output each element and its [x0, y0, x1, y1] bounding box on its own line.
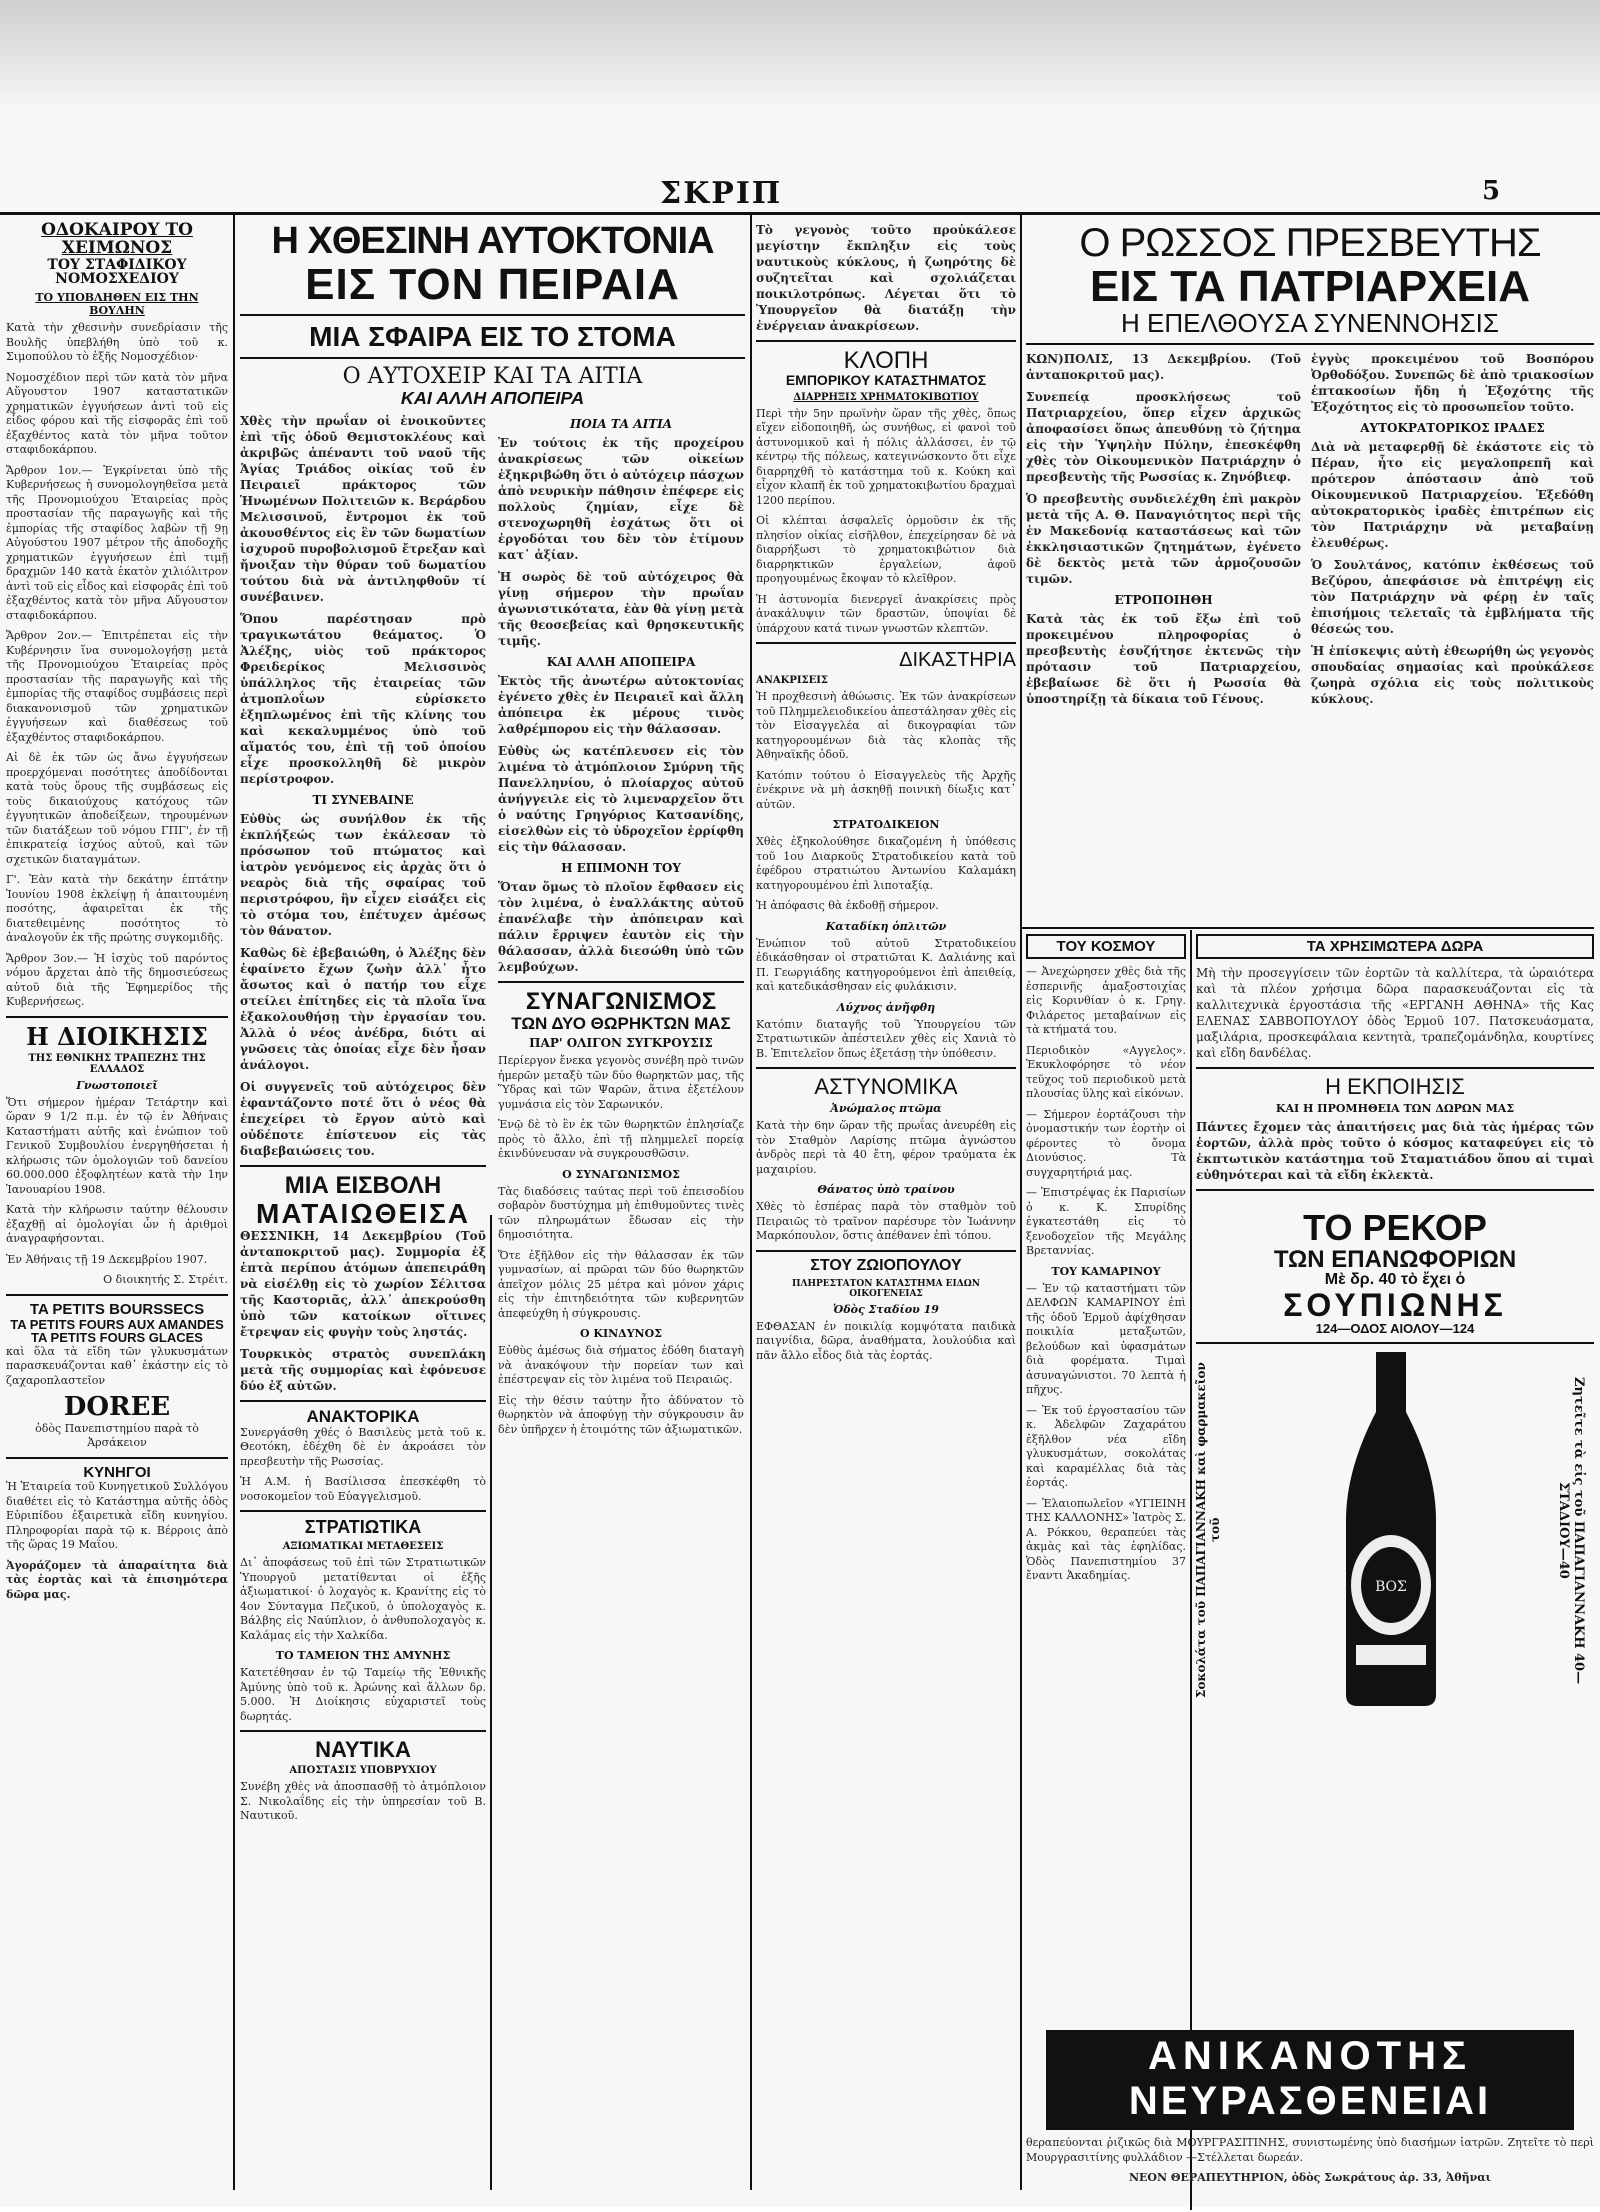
article-paragraph: Ὅτι σήμερον ἡμέραν Τετάρτην καὶ ὥραν 9 1/2 π.μ. ἐν τῷ ἐν Ἀθήναις Καταστήματι αὐτῆς καὶ ἐνώπιον τοῦ Γενικοῦ Συμβουλίου ἐνεργηθήσεται ἡ κλήρωσις τῶν ὁμολογιῶν τοῦ δανείου 60.000.000 ἐξοφλητέων κατὰ τὴν 1ην Ἰανουαρίου 1908.	[6, 1095, 228, 1196]
divider	[240, 1510, 486, 1512]
headline: Η ΔΙΟΙΚΗΣΙΣ	[26, 1021, 208, 1051]
column-4	[756, 222, 1016, 2212]
divider	[1196, 1342, 1594, 1344]
headline: ΚΛΟΠΗ	[843, 347, 929, 374]
bottom-advert	[1026, 2022, 1594, 2197]
divider	[240, 1730, 486, 1732]
ad-body: Μὴ τὴν προσεγγίσειν τῶν ἑορτῶν τὰ καλλίτερα, τὰ ὡραιότερα καὶ τὰ πλέον χρήσιμα δῶρα παρασκευάζονται εἰς τὰ καλλιτεχνικὰ ἐργοστάσια τῆς «ΕΡΓΑΝΗ ΑΘΗΝΑ» τῆς Κας ΕΛΕΝΑΣ ΣΑΒΒΟΠΟΥΛΟΥ ὁδὸς Ἑρμοῦ 107. Πατσκευάσματα, μαξιλάρια, προσκεφάλαια κεντητὰ, τραπεζομάνδηλα, κουρτίνες καὶ εἴδη δανδέλας.	[1196, 966, 1594, 1060]
article-paragraph: Εὐθὺς ἀμέσως διὰ σήματος ἐδόθη διαταγὴ νὰ ἀνακόψουν τὴν πορείαν των καὶ ἐπέστρεψαν εἰς τὸν λιμένα τοῦ Πειραιῶς.	[498, 1344, 744, 1387]
column-rule	[1190, 930, 1192, 2210]
section-heading: Καταδίκη ὁπλιτῶν	[825, 919, 947, 933]
page-number: 5	[1482, 176, 1501, 206]
main-headline: ΕΙΣ ΤΟΝ ΠΕΙΡΑΙΑ	[305, 259, 680, 309]
subcolumn-right	[1311, 351, 1594, 713]
headline: ΜΙΑ ΕΙΣΒΟΛΗ	[284, 1172, 442, 1200]
headline: Ο ΑΥΤΟΧΕΙΡ ΚΑΙ ΤΑ ΑΙΤΙΑ	[342, 364, 643, 390]
headline: ΝΑΥΤΙΚΑ	[315, 1737, 411, 1763]
ad-headline: ΤΟ ΡΕΚΟΡ	[1303, 1207, 1487, 1249]
masthead-rule	[0, 212, 1600, 215]
article-paragraph: Δι᾽ ἀποφάσεως τοῦ ἐπὶ τῶν Στρατιωτικῶν Ὑπουργοῦ μετατίθενται οἱ ἑξῆς ἀξιωματικοί· ὁ λοχαγὸς κ. Κρανίτης εἰς τὸ 4ον Σύνταγμα Πεζικοῦ, ὁ ὑπολοχαγὸς κ. Βάλβης εἰς Ναύπλιον, ὁ ἀνθυπολοχαγὸς κ. Καλάμας εἰς τὴν Χαλκίδα.	[240, 1556, 486, 1642]
section-box: ΤΑ ΧΡΗΣΙΜΩΤΕΡΑ ΔΩΡΑ	[1196, 934, 1594, 959]
article-paragraph: Ἄρθρον 2ον.— Ἐπιτρέπεται εἰς τὴν Κυβέρνησιν ἵνα συνομολογήσῃ μετὰ τῆς Προνομιούχου Ἑταιρείας πρὸς προστασίαν τῆς παραγωγῆς καὶ τῆς ἐμπορίας τῆς σταφίδος συμβάσεις περὶ διακανονισμοῦ τῶν χρηματικῶν ἐγγυήσεων καὶ διαθέσεως τοῦ ἐξαχθέντος σταφιδοκάρπου.	[6, 629, 228, 744]
article-paragraph: Εἰς τὴν θέσιν ταύτην ἦτο ἀδύνατον τὸ θωρηκτὸν νὰ ἀποφύγῃ τὴν σύγκρουσιν ἂν δὲν ὑπῆρχεν ἡ ἑτοιμότης τῶν ἀξιωματικῶν.	[498, 1393, 744, 1436]
column-rule	[1020, 215, 1022, 2190]
article-paragraph: Οἱ συγγενεῖς τοῦ αὐτόχειρος δὲν ἐφαντάζοντο ποτέ ὅτι ὁ νέος θὰ ἐπεχείρει τὸ ἔργον αὐτὸ καὶ οὐδέποτε ἐπίστευον εἰς τὰς διαβεβαιώσεις του.	[240, 1080, 486, 1159]
article-paragraph: Κατὰ τὴν 6ην ὥραν τῆς πρωΐας ἀνευρέθη εἰς τὸν Σταθμὸν Λαρίσης πτῶμα ἀγνώστου ἀνδρὸς περὶ τὰ 40 ἔτη, φέρον τραύματα ἐκ μαχαιρίου.	[756, 1119, 1016, 1176]
headline: ΕΜΠΟΡΙΚΟΥ ΚΑΤΑΣΤΗΜΑΤΟΣ	[785, 372, 987, 389]
ad-subtitle: ΠΛΗΡΕΣΤΑΤΟΝ ΚΑΤΑΣΤΗΜΑ ΕΙΔΩΝ ΟΙΚΟΓΕΝΕΙΑΣ	[792, 1278, 980, 1299]
section-heading: ΑΥΤΟΚΡΑΤΟΡΙΚΟΣ ΙΡΑΔΕΣ	[1360, 421, 1545, 436]
divider	[240, 357, 745, 359]
headline: ΤΟΥ ΣΤΑΦΙΔΙΚΟΥ ΝΟΜΟΣΧΕΔΙΟΥ	[47, 256, 187, 288]
article-paragraph: Ἄρθρον 1ον.— Ἐγκρίνεται ὑπὸ τῆς Κυβερνήσεως ἡ συνομολογηθεῖσα μετὰ τῆς Προνομιούχου Ἑταιρείας πρὸς προστασίαν τῆς παραγωγῆς καὶ τῆς ἐμπορίας τῆς σταφίδος λαβὼν τῇ 9ῃ Αὐγούστου 1907 μέτρον τῆς ἀποδοχῆς χρηματικῶν ἐγγυήσεων ἐπὶ τιμῇ δραχμῶν 140 κατὰ ἑκατὸν χιλιόλιτρον ἀντὶ τοῦ εἰς εἶδος καὶ εἰσφορᾶς ἐπὶ τοῦ ἐξαχθέντος κατὰ τὸν μῆνα Αὔγουστον σταφιδοκάρπου.	[6, 463, 228, 622]
main-headline: Η ΧΘΕΣΙΝΗ ΑΥΤΟΚΤΟΝΙΑ	[271, 220, 714, 262]
article-paragraph: Γ'. Ἐὰν κατὰ τὴν δεκάτην ἑπτάτην Ἰουνίου 1908 ἐκλείψῃ ἡ ἀπαιτουμένη ποσότης, ἀφαιρεῖται ἐκ τῆς διατεθειμένης ποσότητος τὸ ἀναλογοῦν ἐκ τῆς πρώτης συγκομιδῆς.	[6, 873, 228, 945]
article-paragraph: Κατὰ τὴν χθεσινὴν συνεδρίασιν τῆς Βουλῆς ὑπεβλήθη ὑπὸ τοῦ κ. Σιμοπούλου τὸ ἑξῆς Νομοσχέδιον·	[6, 321, 228, 364]
divider	[240, 314, 745, 316]
article-paragraph: Χθὲς τὸ ἑσπέρας παρὰ τὸν σταθμὸν τοῦ Πειραιῶς τὸ τραῖνον παρέσυρε τὸν Ἰωάννην Μαρκόπουλον, ὅστις ἀπέθανεν ἐπὶ τόπου.	[756, 1200, 1016, 1243]
headline: ΤΩΝ ΔΥΟ ΘΩΡΗΚΤΩΝ ΜΑΣ	[511, 1013, 731, 1033]
main-headline: Ο ΡΩΣΣΟΣ ΠΡΕΣΒΕΥΤΗΣ	[1079, 221, 1541, 265]
article-paragraph: Ἐνώπιον τοῦ αὐτοῦ Στρατοδικείου ἐδικάσθησαν οἱ στρατιῶται Κ. Δαλιάνης καὶ Π. Γεωργιάδης κατηγορούμενοι ἐπὶ ἀπειθείᾳ, καὶ κατεδικάσθησαν εἰς φυλάκισιν.	[756, 936, 1016, 994]
column-5-top	[1026, 222, 1594, 927]
ad-line: TA PETITS BOURSSECS	[29, 1300, 205, 1318]
article-paragraph: Νομοσχέδιον περὶ τῶν κατὰ τὸν μῆνα Αὔγουστον 1907 καταστατικῶν χρηματικῶν ἐγγυήσεων ἀντὶ τοῦ εἰς εἶδος φόρου καὶ τῆς εἰσφορᾶς ἐπὶ τοῦ ἐξαχθέντος κατὰ τὸν μῆνα τοῦτον σταφιδοκάρπου.	[6, 370, 228, 457]
article-paragraph: Οἱ κλέπται ἀσφαλεῖς ὁρμοῦσιν ἐκ τῆς πλησίον οἰκίας εἰσῆλθον, ἐπεχείρησαν δὲ νὰ διαρρήξωσι τὸ χρηματοκιβώτιον διὰ διαρρηκτικῶν ἐργαλείων, ἀφοῦ προηγουμένως ἔκοψαν τὸ κλεῖθρον.	[756, 514, 1016, 586]
subheadline: ΑΞΙΩΜΑΤΙΚΑΙ ΜΕΤΑΘΕΣΕΙΣ	[282, 1541, 444, 1553]
subheadline: Ἀνώμαλος πτῶμα	[830, 1102, 942, 1116]
scan-margin	[0, 0, 1600, 110]
article-paragraph: Συνεργάσθη χθές ὁ Βασιλεὺς μετὰ τοῦ κ. Θεοτόκη, ἐδέχθη δὲ ἐν ἀκροάσει τὸν πρεσβευτὴν τῆς Ρωσσίας.	[240, 1425, 486, 1468]
subcolumn-left	[240, 413, 486, 1829]
article-paragraph: Συνεπείᾳ προσκλήσεως τοῦ Πατριαρχείου, ὅπερ εἶχεν ἀρχικῶς ἀποφασίσει ὅπως ἀπευθύνῃ τὸ ζήτημα εἰς τὴν Ὑψηλὴν Πύλην, ἐπεσκέφθη χθὲς τὸν Οἰκουμενικὸν Πατριάρχην ὁ πρεσβευτὴς τῆς Ρωσσίας κ. Ζηνόβιεφ.	[1026, 390, 1301, 485]
article-paragraph: Ὅταν ὅμως τὸ πλοῖον ἔφθασεν εἰς τὸν λιμένα, ὁ ἐναλλάκτης αὐτοῦ ἐπανέλαβε τὴν ἀπόπειραν καὶ πάλιν ἔρριψεν ἑαυτὸν εἰς τὴν θάλασσαν, ἀλλὰ διεσώθη ὑπὸ τῶν λεμβούχων.	[498, 880, 744, 975]
divider	[1026, 343, 1594, 345]
ad-body: Ἀγοράζομεν τὰ ἀπαραίτητα διὰ τὰς ἑορτὰς καὶ τὰ ἐπισημότερα δῶρα μας.	[6, 1558, 228, 1601]
article-paragraph: Καθὼς δὲ ἐβεβαιώθη, ὁ Ἀλέξης δὲν ἐφαίνετο ἔχων ζωὴν ἀλλ᾽ ἦτο ἄσωτος καὶ ὁ πατήρ του εἶχε στείλει ἐπίτηδες εἰς τὰ πλοῖα ἵνα ἐξακολουθήσῃ τὴν ἐργασίαν του. Ἀλλὰ ὁ νέος ἀνέδρα, διότι αἱ γνῶσεις τὰς ὁποίας εἶχε δὲν ἦσαν ἀνάλογοι.	[240, 946, 486, 1073]
section-heading: Θάνατος ὑπὸ τραίνου	[817, 1183, 955, 1197]
article-paragraph: Κατὰ τὰς ἐκ τοῦ ἔξω ἐπὶ τοῦ προκειμένου πληροφορίας ὁ πρεσβευτὴς ἐσυζήτησε ἐκτενῶς τὴν πρότασιν τοῦ Πατριαρχείου, ἐβεβαίωσε δὲ ὅτι ἡ Ρωσσία θὰ ὑποστηρίξῃ τὰ δίκαια τοῦ Γένους.	[1026, 612, 1301, 707]
section-heading: ΤΟ ΤΑΜΕΙΟΝ ΤΗΣ ΑΜΥΝΗΣ	[275, 1649, 451, 1663]
column-5-lower	[1026, 934, 1186, 2019]
article-paragraph: Περὶ τὴν 5ην πρωϊνὴν ὥραν τῆς χθὲς, ὅπως εἴχεν εἰδοποιηθῆ, ὡς συνήθως, εἰ φανοὶ τοῦ ἀστυνομικοῦ καὶ ἡ πόλις ἀλλάσσει, ἐν τῷ κέντρῳ τῆς πόλεως, κατεγινώσκοντο ὅτι εἶχε διαρρηχθῆ τὸ κατάστημα τοῦ κ. Κούκη καὶ εἶχον κλαπῆ ἐκ τοῦ χρηματοκιβωτίου δραχμαὶ 1200 περίπου.	[756, 406, 1016, 507]
ad-body: Ἡ Ἑταιρεία τοῦ Κυνηγετικοῦ Συλλόγου διαθέτει εἰς τὸ Κατάστημα αὐτῆς ὁδὸς Εὐριπίδου ἐξαιρετικὰ εἴδη κυνηγίου. Πληροφορίαι παρὰ τῷ κ. Βέρροις ἀπὸ τῆς ὥρας 19 Μαΐου.	[6, 1480, 228, 1552]
divider	[240, 1400, 486, 1402]
article-paragraph: Κατὰ τὴν κλήρωσιν ταύτην θέλουσιν ἐξαχθῇ αἱ ὁμολογίαι ὧν ἡ ἀριθμοὶ ἀναγραφήσονται.	[6, 1203, 228, 1246]
section-box: ΤΟΥ ΚΟΣΜΟΥ	[1026, 934, 1186, 959]
column-1	[6, 222, 228, 2197]
divider	[1196, 1189, 1594, 1191]
article-paragraph: Ἐν τούτοις ἐκ τῆς προχείρου ἀνακρίσεως τῶν οἰκείων ἐξηκριβώθη ὅτι ὁ αὐτόχειρ πάσχων ἀπὸ νευρικὴν πάθησιν ἐπέφερε εἰς πολλοὺς ζημίαν, εἶχε δὲ στενοχωρηθῆ ἐσχάτως ὅτι οἱ ἐργοδόται του δὲν τὸν ἐτίμουν κατ᾽ ἀξίαν.	[498, 436, 744, 563]
bottle-label: ΒΟΣ	[1375, 1579, 1407, 1596]
section-heading: ΣΤΡΑΤΟΔΙΚΕΙΟΝ	[832, 818, 940, 832]
ad-headline: ΤΩΝ ΕΠΑΝΩΦΟΡΙΩΝ	[1273, 1245, 1517, 1273]
section-rule	[1022, 927, 1594, 929]
section-heading: ΚΑΙ ΑΛΛΗ ΑΠΟΠΕΙΡΑ	[546, 655, 696, 670]
bottle-ad	[1196, 1350, 1594, 1720]
article-paragraph: Τουρκικὸς στρατὸς συνεπλάκη μετὰ τῆς συμμορίας καὶ ἐφόνευσε δύο ἐξ αὐτῶν.	[240, 1347, 486, 1394]
signature-name: Ο διοικητής Σ. Στρέιτ.	[103, 1273, 228, 1287]
headline: ΜΑΤΑΙΩΘΕΙΣΑ	[256, 1197, 470, 1229]
divider	[1196, 1067, 1594, 1069]
ad-body: ΕΦΘΑΣΑΝ ἐν ποικιλίᾳ κομψότατα παιδικὰ παιγνίδια, δῶρα, ἀναθήματα, λουλούδια καὶ πᾶν ἄλλο εἶδος διὰ τὰς ἑορτάς.	[756, 1319, 1016, 1362]
article-paragraph: Ἡ ἐπίσκεψις αὐτὴ ἐθεωρήθη ὡς γεγονὸς σπουδαίας σημασίας καὶ προὐκάλεσε ζωηρὰ σχόλια εἰς τοὺς πολιτικοὺς κύκλους.	[1311, 644, 1594, 707]
divider	[6, 1294, 228, 1296]
article-paragraph: Τὸ γεγονὸς τοῦτο προὐκάλεσε μεγίστην ἔκπληξιν εἰς τοὺς ναυτικοὺς κύκλους, ἡ ζωηρότης δὲ συζητεῖται καὶ σχολιάζεται ποικιλοτρόπως. Λέγεται ὅτι τὸ Ὑπουργεῖον θὰ διατάξῃ τὴν ἐνέργειαν ἀνακρίσεων.	[756, 223, 1016, 333]
ad-body: καὶ ὅλα τὰ εἴδη τῶν γλυκυσμάτων παρασκευάζονται καθ᾽ ἑκάστην εἰς τὸ ζαχαροπλαστεῖον	[6, 1344, 228, 1387]
column-rule	[750, 215, 752, 2190]
main-headline: ΕΙΣ ΤΑ ΠΑΤΡΙΑΡΧΕΙΑ	[1090, 262, 1530, 311]
article-paragraph: Ἡ ἀστυνομία διενεργεῖ ἀνακρίσεις πρὸς ἀνακάλυψιν τῶν δραστῶν, ὑποψίαι δὲ ὑπάρχουν κατά τινων γνωστῶν κλεπτῶν.	[756, 592, 1016, 635]
headline: ΣΥΝΑΓΩΝΙΣΜΟΣ	[525, 988, 717, 1016]
subheadline: ΑΝΑΚΡΙΣΕΙΣ	[756, 675, 828, 687]
dateline: ΚΩΝ)ΠΟΛΙΣ, 13 Δεκεμβρίου. (Τοῦ ἀνταποκριτοῦ μας).	[1026, 352, 1301, 383]
subheadline: ΚΑΙ Η ΠΡΟΜΗΘΕΙΑ ΤΩΝ ΔΩΡΩΝ ΜΑΣ	[1275, 1102, 1515, 1116]
ad-line: Μὲ δρ. 40 τὸ ἔχει ὁ	[1324, 1271, 1466, 1289]
ad-headline: ΝΕΥΡΑΣΘΕΝΕΙΑΙ	[1046, 2079, 1574, 2130]
masthead-title: ΣΚΡΙΠ	[660, 176, 783, 211]
article-paragraph: Συνέβη χθὲς νὰ ἀποσπασθῇ τὸ ἀτμόπλοιον Σ. Νικολαΐδης εἰς τὴν ὑπηρεσίαν τοῦ Β. Ναυτικοῦ.	[240, 1780, 486, 1823]
divider	[756, 642, 1016, 644]
divider	[498, 981, 744, 983]
headline: ΜΙΑ ΣΦΑΙΡΑ ΕΙΣ ΤΟ ΣΤΟΜΑ	[309, 321, 676, 353]
article-paragraph: Κατόπιν τούτου ὁ Εἰσαγγελεὺς τῆς Ἀρχῆς ἐνέκρινε νὰ μὴ ἀσκηθῇ ποινικὴ δίωξις κατ᾽ αὐτῶν.	[756, 768, 1016, 811]
column-6	[1196, 934, 1594, 2019]
article-paragraph: Ὅπου παρέστησαν πρὸ τραγικωτάτου θεάματος. Ὁ Ἀλέξης, υἱὸς τοῦ πράκτορος Φρειδερίκος Μελισσινὸς ὑπάλληλος τῆς ἑταιρείας τῶν ἀτμοπλοΐων εὑρίσκετο ἐξηπλωμένος ἐπὶ τῆς κλίνης του καὶ κεκαλυμμένος ὑπὸ τοῦ αἵματός του, ἐπὶ τῇ τοῦ ὁποίου εἶχε προσκολληθῆ δὲ μικρὸν περίστροφον.	[240, 612, 486, 787]
article-paragraph: — Ἀνεχώρησεν χθὲς διὰ τῆς ἑσπερινῆς ἀμαξοστοιχίας εἰς Κορινθίαν ὁ κ. Γρηγ. Φιλάρετος μεταβαίνων εἰς τὰ κτήματά του.	[1026, 965, 1186, 1036]
article-paragraph: Ἡ προχθεσινὴ ἀθώωσις. Ἐκ τῶν ἀνακρίσεων τοῦ Πλημμελειοδικείου ἀπεστάλησαν χθὲς εἰς τὸν Εἰσαγγελέα αἱ δικογραφίαι τῶν κατηγορουμένων διὰ τὰς κλοπὰς τῆς Ἀθηναϊκῆς ὁδοῦ.	[756, 690, 1016, 762]
headline: Η ΕΠΕΛΘΟΥΣΑ ΣΥΝΕΝΝΟΗΣΙΣ	[1121, 308, 1499, 339]
article-paragraph: Περίεργον ἔνεκα γεγονὸς συνέβη πρὸ τινῶν ἡμερῶν μεταξὺ τῶν δύο θωρηκτῶν μας, τῆς Ὕδρας καὶ τῶν Ψαρῶν, ἅτινα ἐξετέλουν γυμνάσια εἰς τὸν Σαρωνικόν.	[498, 1054, 744, 1111]
ad-address: Ὁδὸς Σταδίου 19	[833, 1302, 939, 1316]
subheadline: ΠΑΡ' ΟΛΙΓΟΝ ΣΥΓΚΡΟΥΣΙΣ	[529, 1036, 713, 1051]
ad-body: θεραπεύονται ῥιζικῶς διὰ ΜΟΥΡΓΡΑΣΙΤΙΝΗΣ, συνιστωμένης ὑπὸ διασήμων ἰατρῶν. Ζητεῖτε τὸ περὶ Μουργρασιτίνης φυλλάδιον —Στέλλεται δωρεάν.	[1026, 2136, 1594, 2164]
article-paragraph: Διὰ νὰ μεταφερθῇ δὲ ἑκάστοτε εἰς τὸ Πέραν, ἦτο εἰς μεγαλοπρεπῆ καὶ πρότερον ἀπόστασιν ἀπὸ τοῦ Οἰκουμενικοῦ Πατριαρχείου. Ἐξεδόθη αὐτοκρατορικὸς ἰραδὲς ἐπιτρέπων εἰς τὸν Πατριάρχην νὰ μεταβαίνῃ ἐλευθέρως.	[1311, 440, 1594, 551]
article-paragraph: — Ἐλαιοπωλεῖον «ΥΓΙΕΙΝΗ ΤΗΣ ΚΑΛΛΟΝΗΣ» Ἰατρὸς Σ. Α. Ρόκκου, θεραπεύει τὰς ἀκμὰς καὶ τὰς ἐφηλίδας. Ὁδὸς Πανεπιστημίου 37 ἔναντι Ἀκαδημίας.	[1026, 1496, 1186, 1582]
divider	[756, 1067, 1016, 1069]
subheadline: ΔΙΑΡΡΗΞΙΣ ΧΡΗΜΑΤΟΚΙΒΩΤΙΟΥ	[793, 391, 979, 403]
ad-address: 124—ΟΔΟΣ ΑΙΟΛΟΥ—124	[1315, 1321, 1475, 1337]
article-paragraph: Κατετέθησαν ἐν τῷ Ταμείῳ τῆς Ἐθνικῆς Ἀμύνης ὑπὸ τοῦ κ. Ἀρώνης καὶ ἄλλων δρ. 5.000. Ἡ Διοίκησις εὐχαριστεῖ τοὺς δωρητάς.	[240, 1666, 486, 1723]
article-paragraph: ΘΕΣΣΝΙΚΗ, 14 Δεκεμβρίου (Τοῦ ἀνταποκριτοῦ μας). Συμμορία ἐξ ἑπτὰ περίπου ἀτόμων ἀπεπειράθη νὰ εἰσέλθῃ εἰς τὸ χωρίον Σέλιτσα τῆς Καστοριᾶς, ἀλλ᾽ ἀπεκρούσθη ὑπὸ τῶν κατοίκων οἵτινες ἔτρεψαν εἰς φυγὴν τοὺς ληστάς.	[240, 1229, 486, 1340]
subcolumn-right	[498, 413, 744, 1829]
column-rule	[233, 215, 235, 2190]
section-heading: Ο ΣΥΝΑΓΩΝΙΣΜΟΣ	[562, 1167, 680, 1181]
ad-title: ΤΟΥ ΚΑΜΑΡΙΝΟΥ	[1051, 1264, 1161, 1278]
article-paragraph: Εὐθὺς ὡς συνήλθον ἐκ τῆς ἐκπλήξεώς των ἐκάλεσαν τὸ πρόσωπον τοῦ πτώματος καὶ ἰατρὸν γενόμενος εἰς ἀρχὰς ὅτι ὁ νεαρὸς διὰ τῆς σφαίρας τοῦ περιστρόφου, ἣν εἶχεν εἰσάξει εἰς τὸ στόμα του, ἐπέτυχεν ἀμέσως τὸν θάνατον.	[240, 812, 486, 939]
subheadline: ΤΟ ΥΠΟΒΛΗΘΕΝ ΕΙΣ ΤΗΝ ΒΟΥΛΗΝ	[35, 291, 199, 318]
article-paragraph: Κατόπιν διαταγῆς τοῦ Ὑπουργείου τῶν Στρατιωτικῶν ἀπέστειλεν χθὲς εἰς Χανιὰ τὸ Β. Ἐπιτελεῖον ὅπως ἐξετάσῃ τὴν ὑπόθεσιν.	[756, 1017, 1016, 1060]
ad-body: Πάντες ἔχομεν τὰς ἀπαιτήσεις μας διὰ τὰς ἡμέρας τῶν ἑορτῶν, ἀλλὰ πρὸς τοῦτο ὁ κόσμος καταφεύγει εἰς τὸ ἐκπτωτικὸν κατάστημα τοῦ Σταματιάδου ὅπου αἱ τιμαὶ εὐθηνότεραι καὶ τὰ εἴδη ἐκλεκτὰ.	[1196, 1120, 1594, 1183]
article-paragraph: — Ἐν τῷ καταστήματι τῶν ΔΕΛΦΩΝ ΚΑΜΑΡΙΝΟΥ ἐπὶ τῆς ὁδοῦ Ἑρμοῦ ἀφίχθησαν ποικιλία μεταξωτῶν, βελούδων καὶ ὑφασμάτων διὰ φορέματα. Τιμαὶ ἀσυναγώνιστοι. 70 λεπτὰ ἡ πῆχυς.	[1026, 1281, 1186, 1396]
divider	[756, 340, 1016, 342]
divider	[756, 1250, 1016, 1252]
ad-line: TA PETITS FOURS GLACES	[31, 1330, 203, 1346]
ad-title: ΣΤΟΥ ΖΩΙΟΠΟΥΛΟΥ	[810, 1256, 962, 1274]
ad-headline: ΑΝΙΚΑΝΟΤΗΣ	[1046, 2030, 1574, 2079]
ad-brand: DOREE	[63, 1392, 171, 1423]
article-paragraph: — Ἐπιστρέψας ἐκ Παρισίων ὁ κ. Κ. Σπυρίδης ἐγκατεστάθη εἰς τὸ ξενοδοχεῖον τῆς Μεγάλης Βρεταννίας.	[1026, 1186, 1186, 1257]
section-heading: ΠΟΙΑ ΤΑ ΑΙΤΙΑ	[569, 417, 673, 432]
article-paragraph: Ἡ ἀπόφασις θὰ ἐκδοθῇ σήμερον.	[756, 899, 939, 913]
article-paragraph: ἐγγὺς προκειμένου τοῦ Βοσπόρου Ὀρθοδόξου. Συνεπῶς δὲ ἀπὸ τριακοσίων ἑπτακοσίων ἤδη ἡ Ἐξοχότης τῆς Ἐξοχότητος εἰς τὸ προσωπεῖον τοῦτο.	[1311, 352, 1594, 415]
headline: ΣΤΡΑΤΙΩΤΙΚΑ	[304, 1517, 422, 1538]
bottle-icon	[1326, 1350, 1456, 1710]
article-paragraph: Ἐκτὸς τῆς ἀνωτέρω αὐτοκτονίας ἐγένετο χθὲς ἐν Πειραιεῖ καὶ ἄλλη ἀπόπειρα ἐκ μέρους τινὸς λαθρέμπορου εἰς τὴν θάλασσαν.	[498, 674, 744, 737]
article-paragraph: Ἡ Α.Μ. ἡ Βασίλισσα ἐπεσκέφθη τὸ νοσοκομεῖον τοῦ Εὐαγγελισμοῦ.	[240, 1475, 486, 1503]
divider	[6, 1016, 228, 1018]
article-paragraph: Χθὲς τὴν πρωΐαν οἱ ἐνοικοῦντες ἐπὶ τῆς ὁδοῦ Θεμιστοκλέους καὶ ἀκριβῶς ἀπέναντι τοῦ ναοῦ τῆς Ἁγίας Τριάδος οἰκίας τοῦ ἐν Πειραιεῖ πράκτορος τῶν Ἡνωμένων Πολιτειῶν κ. Βεράρδου Μελισσινοῦ, ἔντρομοι ἐκ τοῦ ἀκουσθέντος εἰς ἓν τῶν δωματίων ἰσχυροῦ πυροβολισμοῦ ἔτρεξαν καὶ ἤνοιξαν τὴν θύραν τοῦ δωματίου τούτου διὰ νὰ ἀντιληφθοῦν τί συνέβαινεν.	[240, 414, 486, 605]
article-paragraph: Περιοδικὸν «Αγγελος». Ἐκυκλοφόρησε τὸ νέον τεῦχος τοῦ περιοδικοῦ μετὰ πλουσίας ὕλης καὶ εἰκόνων.	[1026, 1043, 1186, 1100]
article-paragraph: Ὅτε ἐξῆλθον εἰς τὴν θάλασσαν ἐκ τῶν γυμνασίων, αἱ πρῶραι τῶν δύο θωρηκτῶν ἀπεῖχον μόλις 25 μέτρα καὶ μόνον χάρις εἰς τὴν ἐπιτηδειότητα τῶν κυβερνητῶν ἀπεφεύχθη ἡ σύγκρουσις.	[498, 1248, 744, 1320]
article-paragraph: Ἄρθρον 3ον.— Ἡ ἰσχὺς τοῦ παρόντος νόμου ἄρχεται ἀπὸ τῆς δημοσιεύσεως αὐτοῦ διὰ τῆς Ἐφημερίδος τῆς Κυβερνήσεως.	[6, 951, 228, 1009]
ad-brand: ΣΟΥΠΙΩΝΗΣ	[1283, 1286, 1507, 1323]
article-paragraph: Εὐθὺς ὡς κατέπλευσεν εἰς τὸν λιμένα τὸ ἀτμόπλοιον Σμύρνη τῆς Πανελληνίου, ὁ πλοίαρχος αὐτοῦ ἀνήγγειλε εἰς τὸ λιμεναρχεῖον ὅτι ὁ ναύτης Γρηγόριος Κατσανίδης, εἰσελθὼν εἰς τὸ ὑδροχεῖον ἐρρίφθη εἰς τὴν θάλασσαν.	[498, 744, 744, 855]
signature-date: Ἐν Ἀθήναις τῇ 19 Δεκεμβρίου 1907.	[6, 1252, 208, 1266]
headline: ΔΙΚΑΣΤΗΡΙΑ	[899, 649, 1016, 672]
article-paragraph: Αἱ δὲ ἐκ τῶν ὡς ἄνω ἐγγυήσεων προερχόμεναι ποσότητες ἀποδίδονται κατὰ τοὺς ὅρους τῆς συμβάσεως εἰς τοὺς δικαιούχους κατόχους τῶν ἐγγυητικῶν ἀποδείξεων, τηρουμένων τῶν διατάξεων τοῦ νόμου ΓΠΓ', ἐν τῇ ἐπικρατείᾳ ἰσχύος αὐτοῦ, καὶ τῶν σχετικῶν διαταγμάτων.	[6, 751, 228, 866]
ad-side-text: Σοκολάτα τοῦ ΠΑΠΑΓΙΑΝΝΑΚΗ καὶ φαρμακεῖον τοῦ	[1194, 1362, 1222, 1699]
section-heading: ΤΙ ΣΥΝΕΒΑΙΝΕ	[312, 793, 414, 808]
article-paragraph: Χθὲς ἐξηκολούθησε δικαζομένη ἡ ὑπόθεσις τοῦ 1ου Διαρκοῦς Στρατοδικείου κατὰ τοῦ ἐφέδρου στρατιώτου Ἀντωνίου Καλαμάκη κατηγορουμένου ἐπὶ λιποταξίᾳ.	[756, 835, 1016, 892]
column-2	[240, 222, 745, 2212]
article-paragraph: — Σήμερον ἐορτάζουσι τὴν ὀνομαστικήν των ἑορτὴν οἱ φέροντες τὸ ὄνομα Διονύσιος. Τὰ συγχαρητήριά μας.	[1026, 1107, 1186, 1179]
section-heading: ΕΤΡΟΠΟΙΗΘΗ	[1114, 593, 1213, 608]
article-paragraph: Ὁ πρεσβευτὴς συνδιελέχθη ἐπὶ μακρὸν μετὰ τῆς Α. Θ. Παναγιότητος περὶ τῆς ἐν Μακεδονίᾳ καταστάσεως καὶ τῶν ἐκκλησιαστικῶν ζητημάτων, ἐγένετο δὲ δεκτὸς μετὰ τῶν ἁρμοζουσῶν τιμῶν.	[1026, 492, 1301, 587]
article-paragraph: Ἐνῷ δὲ τὸ ἓν ἐκ τῶν θωρηκτῶν ἐπλησίαζε πρὸς τὸ ἄλλο, ἐπὶ τῇ πλημμελεῖ πορείᾳ ἐκινδύνευσαν νὰ συγκρουσθῶσιν.	[498, 1118, 744, 1161]
ad-address: ὁδὸς Πανεπιστημίου παρὰ τὸ Ἀρσάκειον	[35, 1421, 199, 1450]
divider	[6, 1457, 228, 1459]
ad-address: ΝΕΟΝ ΘΕΡΑΠΕΥΤΗΡΙΟΝ, ὁδὸς Σωκράτους ἀρ. 33, Ἀθῆναι	[1128, 2171, 1491, 2184]
subheadline: ΤΗΣ ΕΘΝΙΚΗΣ ΤΡΑΠΕΖΗΣ ΤΗΣ ΕΛΛΑΔΟΣ	[28, 1052, 206, 1075]
article-paragraph: Ὁ Σουλτάνος, κατόπιν ἐκθέσεως τοῦ Βεζύρου, ἀπεφάσισε νὰ ἐπιτρέψῃ εἰς τὸν Πατριάρχην νὰ φέρῃ ἐν ταῖς ἐπισήμοις τελεταῖς τὰ ἐμβλήματα τῆς θέσεώς του.	[1311, 558, 1594, 637]
article-paragraph: Ἡ σωρὸς δὲ τοῦ αὐτόχειρος θὰ γίνῃ σήμερον τὴν πρωΐαν ἀγωνιστικότατα, ἐὰν θὰ γίνῃ μετὰ τῆς θεοσεβείας καὶ θρησκευτικῆς τιμῆς.	[498, 570, 744, 649]
section-heading: Ο ΚΙΝΔΥΝΟΣ	[580, 1327, 662, 1341]
subheadline: ΚΑΙ ΑΛΛΗ ΑΠΟΠΕΙΡΑ	[400, 387, 585, 408]
section-heading: Λύχνος ἀνῆφθη	[836, 1000, 936, 1014]
headline: Η ΕΚΠΟΙΗΣΙΣ	[1325, 1074, 1465, 1099]
ad-side-text: Ζητεῖτε τὰ εἰς τοῦ ΠΑΠΑΓΙΑΝΝΑΚΗ 40—ΣΤΑΔΙΟΥ—40	[1556, 1376, 1586, 1684]
subheadline: ΑΠΟΣΤΑΣΙΣ ΥΠΟΒΡΥΧΙΟΥ	[289, 1765, 437, 1777]
headline: ΟΔΟΚΑΙΡΟΥ ΤΟ ΧΕΙΜΩΝΟΣ	[41, 220, 193, 258]
headline: ΑΣΤΥΝΟΜΙΚΑ	[814, 1074, 958, 1100]
headline: ΑΝΑΚΤΟΡΙΚΑ	[306, 1407, 420, 1427]
article-paragraph: — Ἐκ τοῦ ἐργοστασίου τῶν κ. Ἀδελφῶν Ζαχαράτου ἐξῆλθον νέα εἴδη γλυκυσμάτων, σοκολάτας καὶ καραμέλλας διὰ τὰς ἑορτάς.	[1026, 1403, 1186, 1489]
divider	[240, 1165, 486, 1167]
ad-line: TA PETITS FOURS AUX AMANDES	[10, 1316, 224, 1332]
subcolumn-left	[1026, 351, 1301, 713]
section-heading: Η ΕΠΙΜΟΝΗ ΤΟΥ	[561, 861, 681, 876]
notice-title: Γνωστοποιεῖ	[76, 1078, 158, 1092]
article-paragraph: Τὰς διαδόσεις ταύτας περὶ τοῦ ἐπεισοδίου σοβαρὸν δυστύχημα μὴ ἐπιθυμοῦντες τινὲς τῶν πληρωμάτων ἔδωσαν εἰς τὴν δημοσιότητα.	[498, 1184, 744, 1242]
ad-title: ΚΥΝΗΓΟΙ	[83, 1463, 151, 1481]
